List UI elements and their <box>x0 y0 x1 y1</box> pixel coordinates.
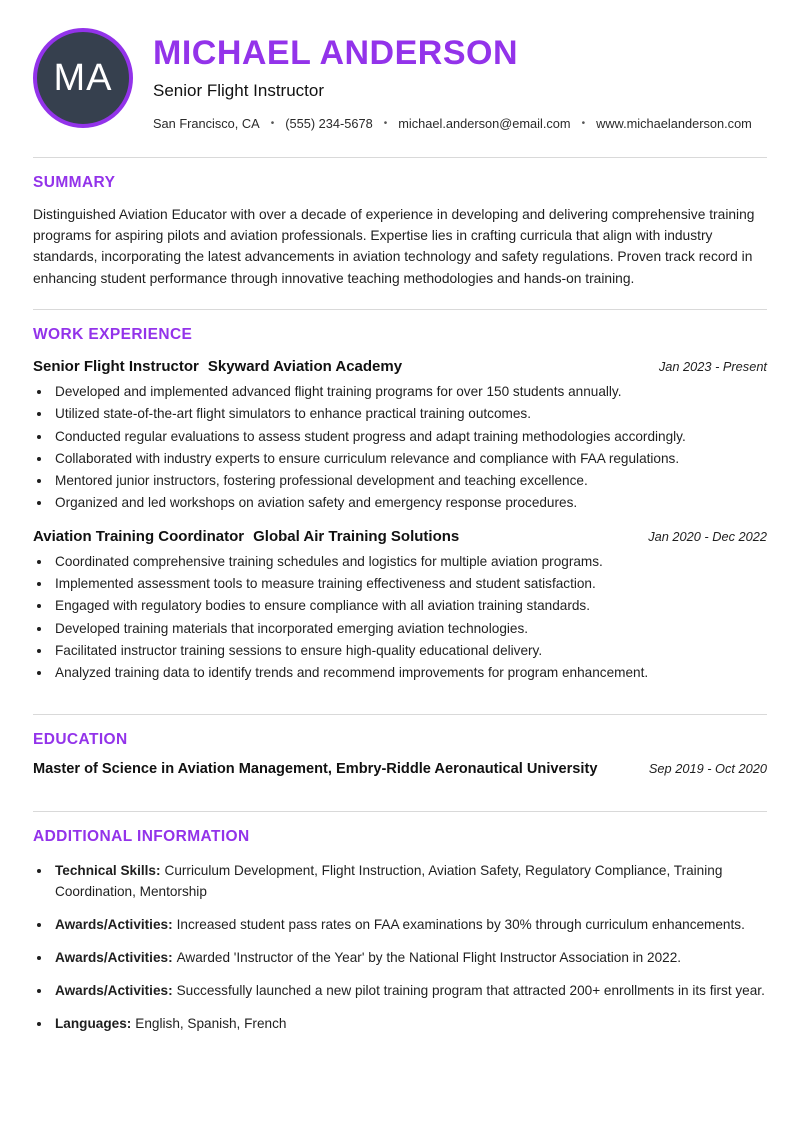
info-item <box>52 980 767 1001</box>
job-bullet: • Implemented assessment tools to measure training effectiveness and student satisfaction. <box>52 573 767 595</box>
section-divider <box>33 811 767 812</box>
job-company: Global Air Training Solutions <box>253 528 460 546</box>
info-text: Successfully launched a new pilot training program that attracted 200+ enrollments in its first year. <box>176 983 765 999</box>
avatar <box>33 28 133 128</box>
job-title: Aviation Training Coordinator <box>33 528 245 546</box>
info-text: Increased student pass rates on FAA examinations by 30% through curriculum enhancements. <box>176 917 745 933</box>
bullet-separator-icon: • <box>270 117 275 129</box>
section-divider <box>33 714 767 715</box>
additional-info-section <box>33 811 767 1034</box>
job-bullet: • Developed and implemented advanced flight training programs for over 150 students annually. <box>52 381 767 403</box>
job-bullet: • Facilitated instructor training sessions to ensure high-quality educational delivery. <box>52 640 767 662</box>
education-entry <box>33 761 767 777</box>
info-text: English, Spanish, French <box>135 1016 287 1032</box>
summary-heading: SUMMARY <box>33 173 116 191</box>
info-item <box>52 947 767 968</box>
job-bullet: • Engaged with regulatory bodies to ensure compliance with all aviation training standards. <box>52 595 767 617</box>
additional-info-heading: ADDITIONAL INFORMATION <box>33 828 250 846</box>
job-bullet: • Utilized state-of-the-art flight simulators to enhance practical training outcomes. <box>52 403 767 425</box>
job-entry <box>33 528 767 684</box>
avatar-initials: MA <box>53 56 113 99</box>
info-label: Awards/Activities: <box>55 950 173 966</box>
education-section <box>33 714 767 777</box>
job-bullet: • Conducted regular evaluations to assess student progress and adapt training methodologies accordingly. <box>52 426 767 448</box>
job-title-line <box>33 528 459 545</box>
contact-email: michael.anderson@email.com <box>398 115 571 131</box>
education-degree: Master of Science in Aviation Management, Embry-Riddle Aeronautical University <box>33 761 598 778</box>
job-bullet: • Coordinated comprehensive training schedules and logistics for multiple aviation programs. <box>52 551 767 573</box>
info-label: Awards/Activities: <box>55 917 173 933</box>
contact-website: www.michaelanderson.com <box>596 115 752 131</box>
contact-location: San Francisco, CA <box>153 115 260 131</box>
resume-header <box>33 28 767 131</box>
section-divider <box>33 157 767 158</box>
contact-line <box>153 116 752 131</box>
job-bullet: • Mentored junior instructors, fostering professional development and teaching excellence. <box>52 470 767 492</box>
job-bullet-list <box>33 551 767 684</box>
job-bullet: • Analyzed training data to identify trends and recommend improvements for program enhancement. <box>52 662 767 684</box>
job-entry <box>33 358 767 514</box>
header-text <box>153 28 752 131</box>
job-bullet-list <box>33 381 767 514</box>
experience-heading: WORK EXPERIENCE <box>33 326 193 344</box>
info-item <box>52 1013 767 1034</box>
section-divider <box>33 309 767 310</box>
job-title-line <box>33 358 402 375</box>
job-bullet: • Developed training materials that incorporated emerging aviation technologies. <box>52 618 767 640</box>
job-dates: Jan 2020 - Dec 2022 <box>648 529 767 545</box>
info-text: Curriculum Development, Flight Instruction, Aviation Safety, Regulatory Compliance, Training Coordination, Mentorship <box>55 863 723 900</box>
info-label: Awards/Activities: <box>55 983 173 999</box>
education-dates: Sep 2019 - Oct 2020 <box>648 761 767 777</box>
job-company: Skyward Aviation Academy <box>207 358 403 376</box>
education-heading: EDUCATION <box>33 731 128 749</box>
job-bullet: • Collaborated with industry experts to ensure curriculum relevance and compliance with FAA regulations. <box>52 448 767 470</box>
bullet-separator-icon: • <box>581 117 586 129</box>
info-text: Awarded 'Instructor of the Year' by the National Flight Instructor Association in 2022. <box>176 950 682 966</box>
additional-info-list <box>33 860 767 1034</box>
experience-section <box>33 309 767 684</box>
info-item <box>52 914 767 935</box>
candidate-title: Senior Flight Instructor <box>153 80 325 100</box>
job-header <box>33 358 767 375</box>
job-title: Senior Flight Instructor <box>33 358 199 376</box>
summary-section <box>33 157 767 290</box>
job-bullet: • Organized and led workshops on aviation safety and emergency response procedures. <box>52 492 767 514</box>
info-label: Languages: <box>55 1016 132 1032</box>
summary-text: Distinguished Aviation Educator with over a decade of experience in developing and delivering comprehensive training programs for aspiring pilots and aviation professionals. Expertise lies in crafting curricula that align with industry standards, incorporating the latest advancements in aviation technology and safety regulations. Proven track record in enhancing student performance through innovative teaching methodologies and hands-on training. <box>33 206 755 286</box>
job-header <box>33 528 767 545</box>
bullet-separator-icon: • <box>383 117 388 129</box>
job-dates: Jan 2023 - Present <box>658 359 767 375</box>
info-label: Technical Skills: <box>55 863 161 879</box>
contact-phone: (555) 234-5678 <box>285 115 373 131</box>
info-item <box>52 860 767 902</box>
candidate-name: MICHAEL ANDERSON <box>153 34 519 72</box>
